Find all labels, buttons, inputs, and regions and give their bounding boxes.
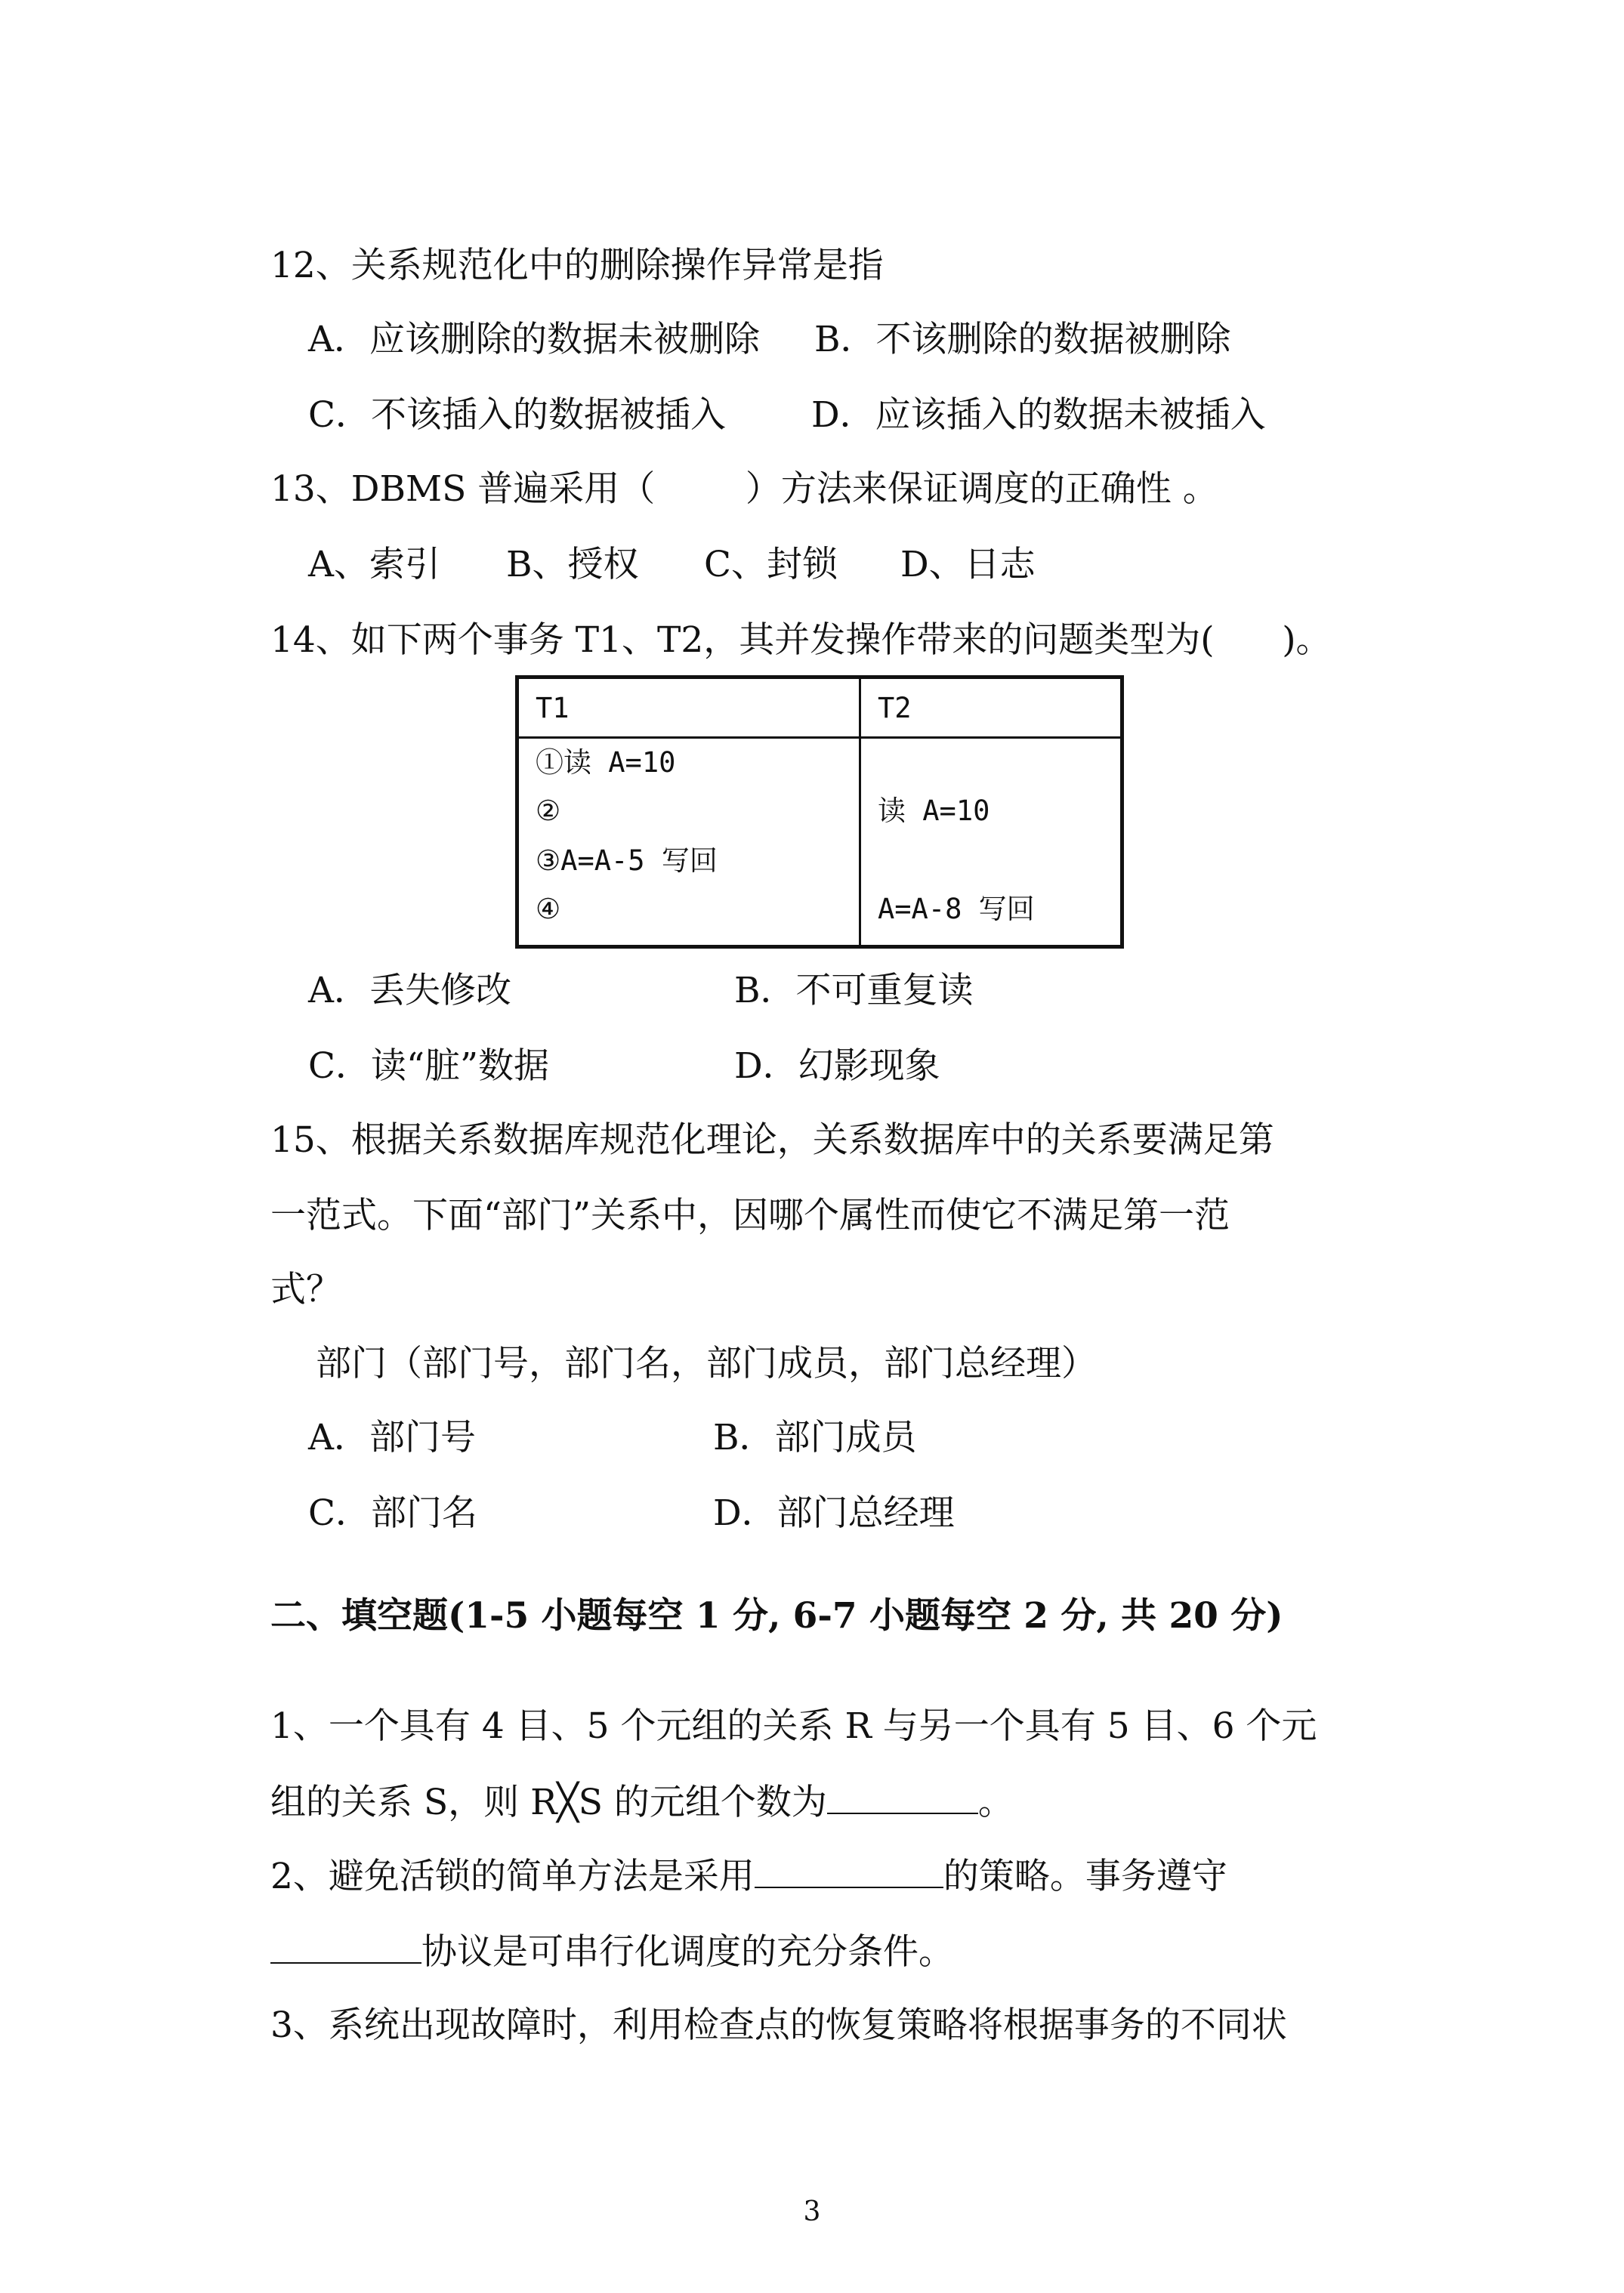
t2-write: A=A-8 写回 [878,893,1035,925]
q14-option-b: B．不可重复读 [734,970,974,1011]
q14-option-a: A．丢失修改 [308,970,511,1011]
fill-1-line-1: 1、一个具有 4 目、5 个元组的关系 R 与另一个具有 5 目、6 个元 [270,1705,1317,1747]
t1-step-4: ④ [536,893,561,925]
t1-step-1: ①读 A=10 [536,746,676,779]
fill-2-text-post: 协议是可串行化调度的充分条件。 [421,1931,954,1973]
fill-1-text-post: 。 [977,1782,1014,1823]
q12-option-d: D．应该插入的数据未被插入 [811,394,1266,436]
fill-1-line-2 [270,1779,1014,1825]
fill-2-text-pre: 2、避免活锁的简单方法是采用 [270,1856,755,1897]
fill-1-blank [827,1779,978,1814]
q15-option-d: D．部门总经理 [713,1492,955,1534]
fill-3-line-1: 3、系统出现故障时，利用检查点的恢复策略将根据事务的不同状 [270,2004,1287,2046]
q15-stem-line-1: 15、根据关系数据库规范化理论，关系数据库中的关系要满足第 [270,1119,1274,1161]
fill-2-line-1 [270,1853,1227,1900]
q15-option-c: C．部门名 [308,1492,477,1534]
q12-option-a: A．应该删除的数据未被删除 [308,319,760,360]
q12-option-c: C．不该插入的数据被插入 [308,394,726,436]
table-cell-t2 [860,738,1122,947]
q14-stem: 14、如下两个事务 T1、T2，其并发操作带来的问题类型为( )。 [270,619,1332,661]
fill-2-blank-2 [270,1929,421,1964]
q14-option-d: D．幻影现象 [734,1045,940,1087]
q13-stem [270,467,1218,512]
q13-option-d: D、日志 [900,544,1036,585]
q13-stem-pre: 13、DBMS 普遍采用（ [270,468,656,510]
q13-stem-post: ）方法来保证调度的正确性 。 [745,468,1218,510]
q13-option-c: C、封锁 [704,544,838,585]
q15-option-b: B．部门成员 [713,1417,917,1458]
table-header-t1: T1 [517,677,860,738]
section-2-title: 二、填空题(1-5 小题每空 1 分, 6-7 小题每空 2 分, 共 20 分) [270,1595,1283,1637]
q12-stem: 12、关系规范化中的删除操作异常是指 [270,245,884,286]
fill-2-line-2 [270,1929,954,1975]
q12-option-b: B．不该删除的数据被删除 [814,319,1231,360]
transaction-table [515,675,1124,949]
t2-read: 读 A=10 [878,795,990,827]
q15-stem-line-3: 式？ [270,1269,341,1310]
q15-option-a: A．部门号 [308,1417,476,1458]
q14-option-c: C．读“脏”数据 [308,1045,550,1087]
t1-step-3: ③A=A-5 写回 [536,844,718,877]
fill-2-text-mid: 的策略。事务遵守 [943,1856,1227,1897]
fill-2-blank-1 [755,1853,943,1888]
q15-stem-line-2: 一范式。下面“部门”关系中，因哪个属性而使它不满足第一范 [270,1195,1230,1236]
q13-option-b: B、授权 [506,544,639,585]
page-number: 3 [803,2196,821,2227]
q13-option-a: A、索引 [308,544,440,585]
fill-1-text-pre: 组的关系 S，则 R╳S 的元组个数为 [270,1782,827,1823]
t1-step-2: ② [536,795,561,827]
table-header-t2: T2 [860,677,1122,738]
table-cell-t1 [517,738,860,947]
q15-relation: 部门（部门号，部门名，部门成员，部门总经理） [316,1343,1097,1384]
q13-answer-gap [655,468,746,510]
